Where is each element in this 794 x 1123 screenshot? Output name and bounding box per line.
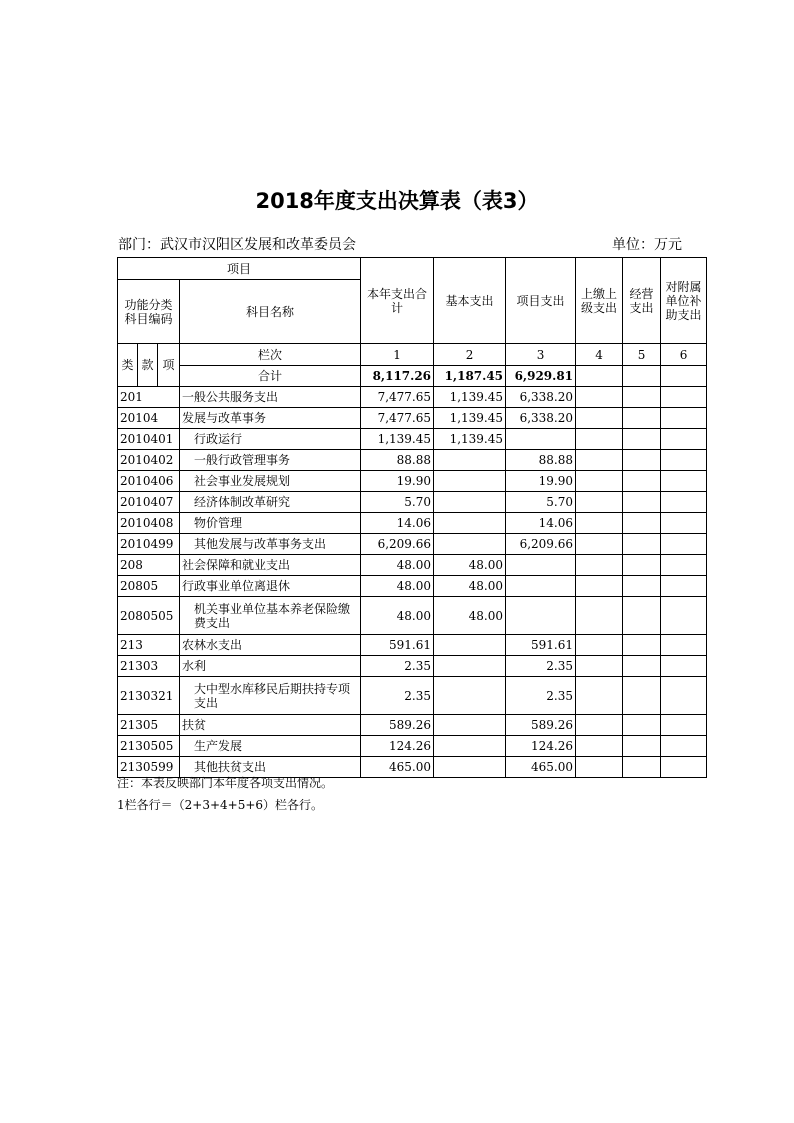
total-row (118, 366, 707, 387)
row-code: 21305 (118, 715, 180, 736)
row-name: 社会保障和就业支出 (180, 555, 361, 576)
row-total: 19.90 (361, 471, 434, 492)
row-project (506, 429, 576, 450)
page-title: 2018年度支出决算表（表3） (255, 189, 539, 213)
row-name: 其他发展与改革事务支出 (180, 534, 361, 555)
row-project (506, 597, 576, 635)
row-code: 2010402 (118, 450, 180, 471)
table-row (118, 677, 707, 715)
col-num: 2 (434, 344, 506, 366)
row-operating (623, 555, 661, 576)
row-code: 2010401 (118, 429, 180, 450)
header-lei: 类 (118, 344, 138, 387)
row-name: 发展与改革事务 (180, 408, 361, 429)
row-subsidy (661, 450, 707, 471)
row-total: 591.61 (361, 635, 434, 656)
row-basic: 48.00 (434, 597, 506, 635)
table-row (118, 450, 707, 471)
row-upper (576, 715, 623, 736)
row-upper (576, 635, 623, 656)
row-basic: 48.00 (434, 576, 506, 597)
row-operating (623, 656, 661, 677)
row-basic (434, 757, 506, 778)
row-basic (434, 736, 506, 757)
header-upper-col: 上缴上级支出 (576, 258, 623, 344)
header-subject-name: 科目名称 (180, 280, 361, 344)
row-code: 20104 (118, 408, 180, 429)
header-xiang: 项 (158, 344, 180, 387)
row-name: 其他扶贫支出 (180, 757, 361, 778)
row-project: 5.70 (506, 492, 576, 513)
row-basic: 1,139.45 (434, 387, 506, 408)
row-total: 2.35 (361, 656, 434, 677)
notes (117, 772, 333, 816)
table-row (118, 656, 707, 677)
row-name: 一般公共服务支出 (180, 387, 361, 408)
row-operating (623, 677, 661, 715)
header-operating-col: 经营支出 (623, 258, 661, 344)
row-code: 208 (118, 555, 180, 576)
row-operating (623, 736, 661, 757)
table-body (118, 387, 707, 778)
row-project: 589.26 (506, 715, 576, 736)
table-row (118, 408, 707, 429)
row-operating (623, 715, 661, 736)
row-name: 水利 (180, 656, 361, 677)
row-subsidy (661, 429, 707, 450)
row-operating (623, 408, 661, 429)
note-2: 1栏各行＝（2+3+4+5+6）栏各行。 (117, 798, 324, 812)
row-total: 7,477.65 (361, 387, 434, 408)
note-1: 注：本表反映部门本年度各项支出情况。 (117, 776, 334, 790)
row-operating (623, 513, 661, 534)
total-basic: 1,187.45 (434, 366, 506, 387)
header-basic-col: 基本支出 (434, 258, 506, 344)
col-num: 5 (623, 344, 661, 366)
row-project: 14.06 (506, 513, 576, 534)
row-basic (434, 513, 506, 534)
table-row (118, 736, 707, 757)
row-project: 124.26 (506, 736, 576, 757)
row-subsidy (661, 408, 707, 429)
row-name: 农林水支出 (180, 635, 361, 656)
row-subsidy (661, 471, 707, 492)
row-project: 465.00 (506, 757, 576, 778)
col-num: 4 (576, 344, 623, 366)
row-total: 589.26 (361, 715, 434, 736)
row-code: 2130321 (118, 677, 180, 715)
row-basic (434, 715, 506, 736)
row-upper (576, 513, 623, 534)
row-code: 213 (118, 635, 180, 656)
row-total: 465.00 (361, 757, 434, 778)
row-project: 591.61 (506, 635, 576, 656)
row-subsidy (661, 534, 707, 555)
total-project: 6,929.81 (506, 366, 576, 387)
table-row (118, 635, 707, 656)
table-row (118, 471, 707, 492)
row-total: 88.88 (361, 450, 434, 471)
row-name: 行政事业单位离退休 (180, 576, 361, 597)
row-operating (623, 387, 661, 408)
row-basic: 48.00 (434, 555, 506, 576)
row-project: 19.90 (506, 471, 576, 492)
row-subsidy (661, 757, 707, 778)
row-code: 2010407 (118, 492, 180, 513)
total-total: 8,117.26 (361, 366, 434, 387)
row-operating (623, 597, 661, 635)
row-upper (576, 492, 623, 513)
header-func-code: 功能分类科目编码 (118, 280, 180, 344)
row-upper (576, 576, 623, 597)
row-upper (576, 555, 623, 576)
row-code: 2010406 (118, 471, 180, 492)
row-subsidy (661, 492, 707, 513)
table-row (118, 715, 707, 736)
row-subsidy (661, 635, 707, 656)
row-name: 经济体制改革研究 (180, 492, 361, 513)
row-total: 124.26 (361, 736, 434, 757)
row-name: 机关事业单位基本养老保险缴费支出 (180, 597, 361, 635)
row-basic: 1,139.45 (434, 408, 506, 429)
row-code: 21303 (118, 656, 180, 677)
row-subsidy (661, 656, 707, 677)
table-row (118, 492, 707, 513)
row-subsidy (661, 513, 707, 534)
expenditure-table (117, 257, 707, 778)
table-header (118, 258, 707, 387)
row-name: 物价管理 (180, 513, 361, 534)
row-upper (576, 736, 623, 757)
header-column-label: 栏次 (180, 344, 361, 366)
row-operating (623, 757, 661, 778)
row-project: 6,209.66 (506, 534, 576, 555)
row-operating (623, 635, 661, 656)
row-name: 一般行政管理事务 (180, 450, 361, 471)
total-label: 合计 (180, 366, 361, 387)
table-row (118, 513, 707, 534)
row-total: 48.00 (361, 597, 434, 635)
col-num: 3 (506, 344, 576, 366)
header-kuan: 款 (138, 344, 158, 387)
table-row (118, 387, 707, 408)
row-basic (434, 534, 506, 555)
row-subsidy (661, 576, 707, 597)
table-row (118, 555, 707, 576)
row-total: 6,209.66 (361, 534, 434, 555)
row-code: 2010408 (118, 513, 180, 534)
row-project: 6,338.20 (506, 408, 576, 429)
row-basic (434, 656, 506, 677)
row-project: 2.35 (506, 677, 576, 715)
row-project (506, 576, 576, 597)
row-total: 2.35 (361, 677, 434, 715)
row-code: 201 (118, 387, 180, 408)
row-upper (576, 757, 623, 778)
header-item: 项目 (118, 258, 361, 280)
row-subsidy (661, 555, 707, 576)
row-upper (576, 387, 623, 408)
row-upper (576, 656, 623, 677)
row-subsidy (661, 387, 707, 408)
row-subsidy (661, 715, 707, 736)
row-name: 社会事业发展规划 (180, 471, 361, 492)
table-row (118, 429, 707, 450)
row-code: 2130505 (118, 736, 180, 757)
row-upper (576, 450, 623, 471)
row-total: 1,139.45 (361, 429, 434, 450)
row-code: 2130599 (118, 757, 180, 778)
row-total: 7,477.65 (361, 408, 434, 429)
table-row (118, 597, 707, 635)
row-code: 2080505 (118, 597, 180, 635)
table-row (118, 534, 707, 555)
row-basic (434, 677, 506, 715)
row-subsidy (661, 597, 707, 635)
row-basic (434, 492, 506, 513)
row-operating (623, 576, 661, 597)
row-basic (434, 635, 506, 656)
row-upper (576, 429, 623, 450)
row-operating (623, 471, 661, 492)
row-code: 20805 (118, 576, 180, 597)
header-subsidy-col: 对附属单位补助支出 (661, 258, 707, 344)
header-total-col: 本年支出合计 (361, 258, 434, 344)
row-name: 行政运行 (180, 429, 361, 450)
col-num: 6 (661, 344, 707, 366)
department-label: 部门：武汉市汉阳区发展和改革委员会 (118, 237, 356, 253)
row-name: 生产发展 (180, 736, 361, 757)
row-upper (576, 677, 623, 715)
row-project: 88.88 (506, 450, 576, 471)
row-upper (576, 534, 623, 555)
row-project: 6,338.20 (506, 387, 576, 408)
row-name: 大中型水库移民后期扶持专项支出 (180, 677, 361, 715)
row-operating (623, 429, 661, 450)
row-basic (434, 471, 506, 492)
row-operating (623, 450, 661, 471)
col-num: 1 (361, 344, 434, 366)
row-name: 扶贫 (180, 715, 361, 736)
table-row (118, 576, 707, 597)
row-project (506, 555, 576, 576)
unit-label: 单位：万元 (612, 237, 682, 253)
row-basic (434, 450, 506, 471)
row-operating (623, 534, 661, 555)
row-upper (576, 408, 623, 429)
row-project: 2.35 (506, 656, 576, 677)
row-upper (576, 471, 623, 492)
row-subsidy (661, 677, 707, 715)
row-code: 2010499 (118, 534, 180, 555)
row-operating (623, 492, 661, 513)
row-subsidy (661, 736, 707, 757)
row-total: 48.00 (361, 576, 434, 597)
header-project-col: 项目支出 (506, 258, 576, 344)
row-total: 14.06 (361, 513, 434, 534)
row-basic: 1,139.45 (434, 429, 506, 450)
row-total: 5.70 (361, 492, 434, 513)
row-total: 48.00 (361, 555, 434, 576)
row-upper (576, 597, 623, 635)
